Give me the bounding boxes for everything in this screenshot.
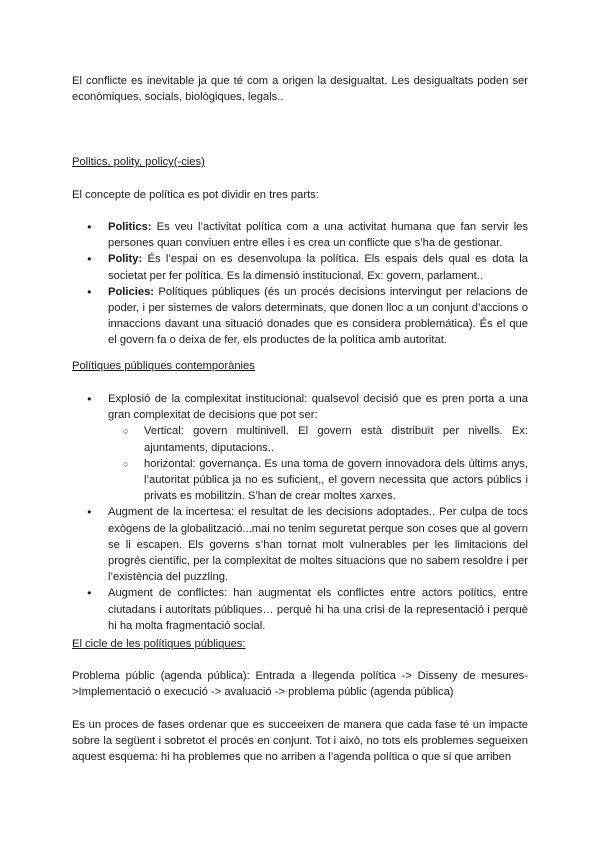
term-text: Polítiques públiques (és un procés decisions intervingut per relacions de poder, i per sistemes de valors determinats, que donen lloc a un conjunt d’accions o innaccions davant una situació donades que es considera problemática). És el que el govern fa o deixa de fer, els productes de la política amb autoritat.	[108, 285, 528, 347]
term-text: És l’espai on es desenvolupa la política. Els espais dels qual es dota la societat per fer política. Es la dimensió institucional. Ex: govern, parlament..	[108, 253, 528, 282]
list-item	[108, 219, 528, 251]
intro-paragraph: El conflicte es inevitable ja que té com a origen la desigualtat. Les desigualtats poden ser econòmiques, socials, biològiques, legals..	[72, 75, 528, 104]
section-lead: El concepte de política es pot dividir en tres parts:	[72, 189, 319, 201]
list-item	[108, 251, 528, 283]
section-heading-contemporary: Polítiques públiques contemporànies	[72, 360, 255, 372]
sublist-item: ○ Vertical: govern multinivell. El govern està distribuït per nivells. Ex: ajuntaments, diputacions..	[144, 423, 528, 455]
list-item: ● Augment de la incertesa: el resultat de les decisions adoptades.. Per culpa de tocs exògens de la globalització...mai no tenim seguretat perque son coses que al govern se li escapen. Els governs s’han tornat molt vulnerables per les limitacions del progrés científic, per la complexitat de moltes situacions que no sabem resoldre i per l’existència del puzzling.	[108, 504, 528, 585]
politics-list	[72, 219, 528, 349]
cycle-paragraph: Problema públic (agenda pública): Entrada a llegenda política -> Disseny de mesures->Implementació o execució -> avaluació -> problema públic (agenda pública)	[72, 670, 528, 699]
term-label: Polity:	[108, 253, 143, 266]
list-item	[108, 284, 528, 349]
term-text: Es veu l’activitat política com a una activitat humana que fan servir les persones quan conviuen entre elles i es crea un conflicte que s’ha de gestionar.	[108, 221, 528, 250]
sublist-item: ○ horizontal: governança. Es una toma de govern innovadora dels últims anys, l’autoritat pública ja no es suficient,, el govern necessita que actors públics i privats es mobilitzin. S’han de crear moltes xarxes.	[144, 456, 528, 505]
process-paragraph: Es un proces de fases ordenar que es succeeixen de manera que cada fase té un impacte sobre la següent i sobretot el procés en conjunt. Tot i això, no tots els problemes segueixen aquest esquema: hi ha problemes que no arriben a l’agenda política o que si que arriben	[72, 719, 528, 764]
term-label: Policies:	[108, 285, 155, 298]
list-item	[108, 391, 528, 504]
term-label: Politics:	[108, 221, 152, 233]
list-item: ● Augment de conflictes: han augmentat els conflictes entre actors polítics, entre ciutadans i autoritats públiques… perquè hi ha una crisi de la representació i perquè hi ha molta fragmentació social.	[108, 585, 528, 634]
section-heading-politics: Politics, polity, policy(-cies)	[72, 156, 205, 168]
contemporary-list	[72, 391, 528, 634]
sublist	[108, 423, 528, 504]
item-text: Explosió de la complexitat institucional: qualsevol decisió que es pren porta a una gran complexitat de decisions que pot ser:	[108, 393, 528, 422]
section-heading-cycle: El cicle de les polítiques públiques:	[72, 638, 246, 650]
